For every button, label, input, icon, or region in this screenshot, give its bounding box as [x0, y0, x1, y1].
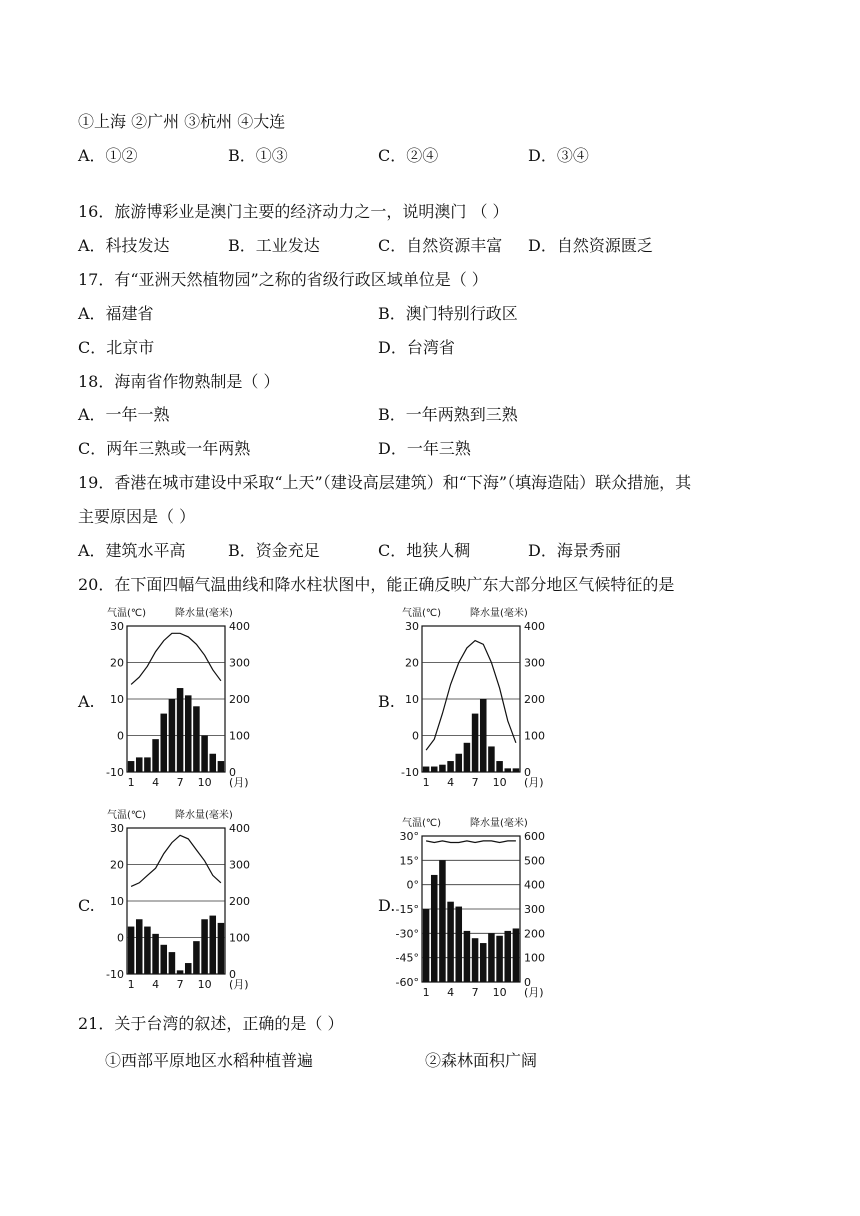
- temp-axis-label: 气温(℃): [402, 818, 442, 829]
- precip-bar: [209, 916, 216, 974]
- precip-bar: [480, 943, 487, 982]
- temperature-curve: [131, 835, 221, 886]
- precip-tick-label: 100: [229, 931, 250, 945]
- precip-bar: [144, 757, 151, 772]
- q20-option-c-label[interactable]: C.: [78, 896, 95, 915]
- temp-tick-label: 0°: [406, 878, 419, 892]
- temp-tick-label: 20: [405, 656, 419, 670]
- x-tick-label: 1: [127, 978, 135, 991]
- q16-option-a[interactable]: A．科技发达: [78, 236, 170, 255]
- temp-tick-label: 20: [110, 858, 124, 872]
- precip-bar: [455, 907, 462, 982]
- x-tick-label: 10: [197, 978, 212, 991]
- temp-tick-label: -10: [401, 766, 419, 779]
- temp-tick-label: 10: [110, 895, 124, 908]
- q16-option-b[interactable]: B．工业发达: [228, 236, 320, 255]
- climate-chart-b: [400, 604, 560, 794]
- precip-bar: [488, 933, 495, 982]
- precip-bar: [177, 688, 184, 772]
- q18-option-a[interactable]: A．一年一熟: [78, 405, 170, 424]
- x-tick-label: 7: [176, 978, 184, 991]
- temp-tick-label: -30°: [395, 927, 419, 941]
- precip-tick-label: 100: [229, 729, 250, 743]
- precip-bar: [128, 927, 135, 974]
- temperature-curve: [426, 641, 516, 751]
- precip-bar: [423, 767, 430, 772]
- q20-option-a-label[interactable]: A.: [78, 692, 95, 711]
- temp-axis-label: 气温(℃): [107, 608, 147, 619]
- q20-option-d-label[interactable]: D.: [378, 896, 396, 915]
- x-tick-label: 10: [197, 776, 212, 789]
- precip-tick-label: 400: [229, 620, 250, 633]
- precip-bar: [464, 931, 471, 982]
- q17-stem: 17．有“亚洲天然植物园”之称的省级行政区域单位是（ ）: [78, 270, 488, 289]
- q21-item-2[interactable]: ②森林面积广阔: [425, 1051, 538, 1070]
- temp-tick-label: -10: [106, 766, 124, 779]
- x-tick-label: 7: [176, 776, 184, 789]
- precip-bar: [160, 714, 167, 772]
- precip-axis-label: 降水量(毫米): [175, 608, 233, 619]
- precip-tick-label: 0: [229, 968, 236, 981]
- precip-axis-label: 降水量(毫米): [175, 810, 233, 821]
- q20-option-b-label[interactable]: B.: [378, 692, 395, 711]
- q15-option-d[interactable]: D．③④: [528, 146, 589, 165]
- precip-bar: [177, 970, 184, 974]
- q18-stem: 18．海南省作物熟制是（ ）: [78, 372, 280, 391]
- precip-bar: [431, 875, 438, 982]
- x-tick-label: (月): [524, 776, 544, 789]
- precip-axis-label: 降水量(毫米): [470, 818, 528, 829]
- q15-option-c[interactable]: C．②④: [378, 146, 439, 165]
- q19-option-c[interactable]: C．地狭人稠: [378, 541, 471, 560]
- precip-tick-label: 300: [524, 903, 545, 916]
- precip-bar: [504, 768, 511, 772]
- q16-option-d[interactable]: D．自然资源匮乏: [528, 236, 653, 255]
- precip-bar: [218, 761, 225, 772]
- q18-option-d[interactable]: D．一年三熟: [378, 439, 471, 458]
- temp-tick-label: 15°: [399, 854, 419, 868]
- q17-option-b[interactable]: B．澳门特别行政区: [378, 304, 518, 323]
- precip-bar: [513, 768, 520, 772]
- q16-stem: 16．旅游博彩业是澳门主要的经济动力之一，说明澳门 （ ）: [78, 202, 509, 221]
- temperature-curve: [131, 633, 221, 684]
- precip-tick-label: 200: [229, 895, 250, 908]
- x-tick-label: 7: [471, 776, 479, 789]
- climate-chart-a: [105, 604, 265, 794]
- x-tick-label: 4: [152, 978, 160, 991]
- q21-stem: 21．关于台湾的叙述，正确的是（ ）: [78, 1014, 344, 1033]
- precip-tick-label: 200: [229, 693, 250, 706]
- precip-bar: [439, 860, 446, 982]
- x-tick-label: 7: [471, 986, 479, 999]
- q19-stem-line1: 19．香港在城市建设中采取“上天”（建设高层建筑）和“下海”（填海造陆）联众措施，其: [78, 473, 692, 492]
- precip-bar: [423, 909, 430, 982]
- q17-option-a[interactable]: A．福建省: [78, 304, 154, 323]
- precip-bar: [201, 736, 208, 773]
- q15-option-b[interactable]: B．①③: [228, 146, 288, 165]
- x-tick-label: 4: [447, 776, 455, 789]
- precip-bar: [128, 761, 135, 772]
- precip-tick-label: 200: [524, 927, 545, 941]
- precip-bar: [439, 765, 446, 772]
- climate-chart-c: [105, 806, 265, 996]
- temp-tick-label: 0: [412, 729, 419, 743]
- x-tick-label: (月): [229, 978, 249, 991]
- precip-tick-label: 400: [524, 878, 545, 892]
- precip-bar: [431, 767, 438, 772]
- temp-axis-label: 气温(℃): [107, 810, 147, 821]
- precip-tick-label: 100: [524, 729, 545, 743]
- temp-tick-label: 30: [110, 822, 124, 835]
- q18-option-c[interactable]: C．两年三熟或一年两熟: [78, 439, 251, 458]
- precip-bar: [472, 714, 479, 772]
- x-tick-label: 10: [492, 986, 507, 999]
- precip-bar: [185, 963, 192, 974]
- temp-tick-label: 10: [405, 693, 419, 706]
- precip-bar: [513, 928, 520, 982]
- precip-tick-label: 400: [229, 822, 250, 835]
- precip-bar: [185, 695, 192, 772]
- temp-tick-label: 30: [110, 620, 124, 633]
- q17-option-c[interactable]: C．北京市: [78, 338, 155, 357]
- precip-bar: [447, 902, 454, 982]
- q19-option-b[interactable]: B．资金充足: [228, 541, 320, 560]
- x-tick-label: 1: [127, 776, 135, 789]
- precip-axis-label: 降水量(毫米): [470, 608, 528, 619]
- precip-bar: [455, 754, 462, 772]
- temp-tick-label: -60°: [395, 976, 419, 989]
- x-tick-label: (月): [524, 986, 544, 999]
- precip-bar: [488, 746, 495, 772]
- temp-tick-label: 20: [110, 656, 124, 670]
- precip-bar: [193, 941, 200, 974]
- temp-tick-label: -45°: [395, 951, 419, 965]
- temp-tick-label: -15°: [395, 903, 419, 916]
- x-tick-label: 10: [492, 776, 507, 789]
- precip-bar: [496, 936, 503, 982]
- precip-tick-label: 0: [229, 766, 236, 779]
- precip-bar: [144, 927, 151, 974]
- precip-bar: [504, 931, 511, 982]
- precip-bar: [496, 761, 503, 772]
- precip-bar: [160, 945, 167, 974]
- precip-bar: [169, 699, 176, 772]
- q16-option-c[interactable]: C．自然资源丰富: [378, 236, 503, 255]
- x-tick-label: 1: [422, 986, 430, 999]
- precip-bar: [472, 938, 479, 982]
- climate-chart-d: [395, 814, 560, 1004]
- temp-tick-label: 0: [117, 729, 124, 743]
- temp-tick-label: 30: [405, 620, 419, 633]
- q19-stem-line2: 主要原因是（ ）: [78, 507, 196, 526]
- precip-tick-label: 400: [524, 620, 545, 633]
- precip-bar: [209, 754, 216, 772]
- q18-option-b[interactable]: B．一年两熟到三熟: [378, 405, 518, 424]
- q15-choices: ①上海 ②广州 ③杭州 ④大连: [78, 112, 286, 131]
- q21-item-1[interactable]: ①西部平原地区水稻种植普遍: [105, 1051, 314, 1070]
- x-tick-label: (月): [229, 776, 249, 789]
- precip-tick-label: 100: [524, 951, 545, 965]
- q15-option-a[interactable]: A．①②: [78, 146, 138, 165]
- temp-tick-label: 10: [110, 693, 124, 706]
- precip-tick-label: 0: [524, 766, 531, 779]
- precip-tick-label: 300: [229, 656, 250, 670]
- temperature-curve: [426, 841, 516, 843]
- precip-bar: [136, 919, 143, 974]
- precip-bar: [193, 706, 200, 772]
- temp-axis-label: 气温(℃): [402, 608, 442, 619]
- q17-option-d[interactable]: D．台湾省: [378, 338, 455, 357]
- temp-tick-label: 0: [117, 931, 124, 945]
- precip-bar: [152, 934, 159, 974]
- x-tick-label: 4: [152, 776, 160, 789]
- precip-tick-label: 300: [524, 656, 545, 670]
- temp-tick-label: -10: [106, 968, 124, 981]
- q19-option-a[interactable]: A．建筑水平高: [78, 541, 186, 560]
- precip-bar: [201, 919, 208, 974]
- precip-tick-label: 200: [524, 693, 545, 706]
- precip-bar: [447, 761, 454, 772]
- x-tick-label: 1: [422, 776, 430, 789]
- precip-tick-label: 600: [524, 830, 545, 843]
- precip-tick-label: 0: [524, 976, 531, 989]
- temp-tick-label: 30°: [399, 830, 419, 843]
- precip-bar: [169, 952, 176, 974]
- precip-bar: [480, 699, 487, 772]
- x-tick-label: 4: [447, 986, 455, 999]
- precip-bar: [218, 923, 225, 974]
- precip-bar: [136, 757, 143, 772]
- q20-stem: 20．在下面四幅气温曲线和降水柱状图中，能正确反映广东大部分地区气候特征的是: [78, 575, 675, 594]
- precip-tick-label: 500: [524, 854, 545, 868]
- precip-tick-label: 300: [229, 858, 250, 872]
- q19-option-d[interactable]: D．海景秀丽: [528, 541, 621, 560]
- precip-bar: [464, 743, 471, 772]
- precip-bar: [152, 739, 159, 772]
